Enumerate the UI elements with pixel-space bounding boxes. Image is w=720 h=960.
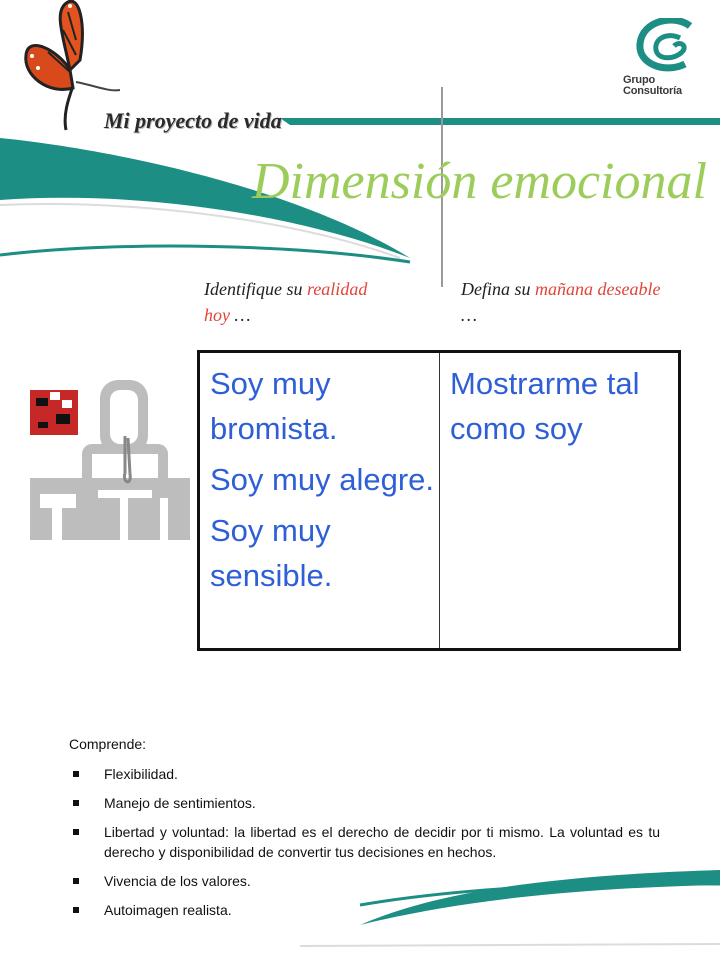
list-item-text: Vivencia de los valores. bbox=[104, 873, 251, 889]
bullet-icon bbox=[73, 800, 79, 806]
column-header-right-suffix: … bbox=[461, 305, 478, 325]
list-item bbox=[70, 900, 660, 920]
bullet-icon bbox=[73, 907, 79, 913]
grupo-consultoria-logo bbox=[630, 18, 710, 76]
column-header-right-highlight: mañana deseable bbox=[535, 279, 661, 299]
comprende-list bbox=[70, 764, 660, 929]
list-item-text: Autoimagen realista. bbox=[104, 902, 232, 918]
person-icon bbox=[30, 378, 190, 543]
logo-text bbox=[623, 75, 682, 97]
desired-cell bbox=[440, 353, 678, 648]
logo-line-2: Consultoría bbox=[623, 85, 682, 97]
list-item bbox=[70, 764, 660, 784]
comprende-label: Comprende: bbox=[69, 736, 147, 752]
reality-item: Soy muy alegre. bbox=[210, 462, 434, 497]
list-item bbox=[70, 793, 660, 813]
logo-line-1: Grupo bbox=[623, 74, 655, 86]
page-subtitle: Mi proyecto de vida bbox=[104, 108, 282, 133]
list-item-text: Libertad y voluntad: la libertad es el derecho de decidir por ti mismo. La voluntad es tu derecho y disponibilidad de convertir tus decisiones en hechos. bbox=[104, 824, 660, 860]
column-header-left-highlight: realidad hoy bbox=[204, 279, 368, 325]
page-title: Dimensión emocional bbox=[252, 153, 707, 210]
column-header-left-prefix: Identifique su bbox=[204, 279, 307, 299]
list-item bbox=[70, 871, 660, 891]
list-item-text: Manejo de sentimientos. bbox=[104, 795, 256, 811]
emotional-table bbox=[197, 350, 681, 651]
column-header-left bbox=[204, 276, 394, 328]
bullet-icon bbox=[73, 829, 79, 835]
list-item bbox=[70, 822, 660, 862]
bullet-icon bbox=[73, 771, 79, 777]
column-header-left-suffix: … bbox=[230, 305, 251, 325]
bullet-icon bbox=[73, 878, 79, 884]
column-header-right bbox=[461, 276, 661, 328]
desired-item: Mostrarme tal como soy bbox=[450, 366, 640, 446]
list-item-text: Flexibilidad. bbox=[104, 766, 178, 782]
column-header-right-prefix: Defina su bbox=[461, 279, 535, 299]
reality-item: Soy muy bromista. bbox=[210, 366, 338, 446]
reality-item: Soy muy sensible. bbox=[210, 513, 333, 593]
reality-cell bbox=[200, 353, 440, 648]
